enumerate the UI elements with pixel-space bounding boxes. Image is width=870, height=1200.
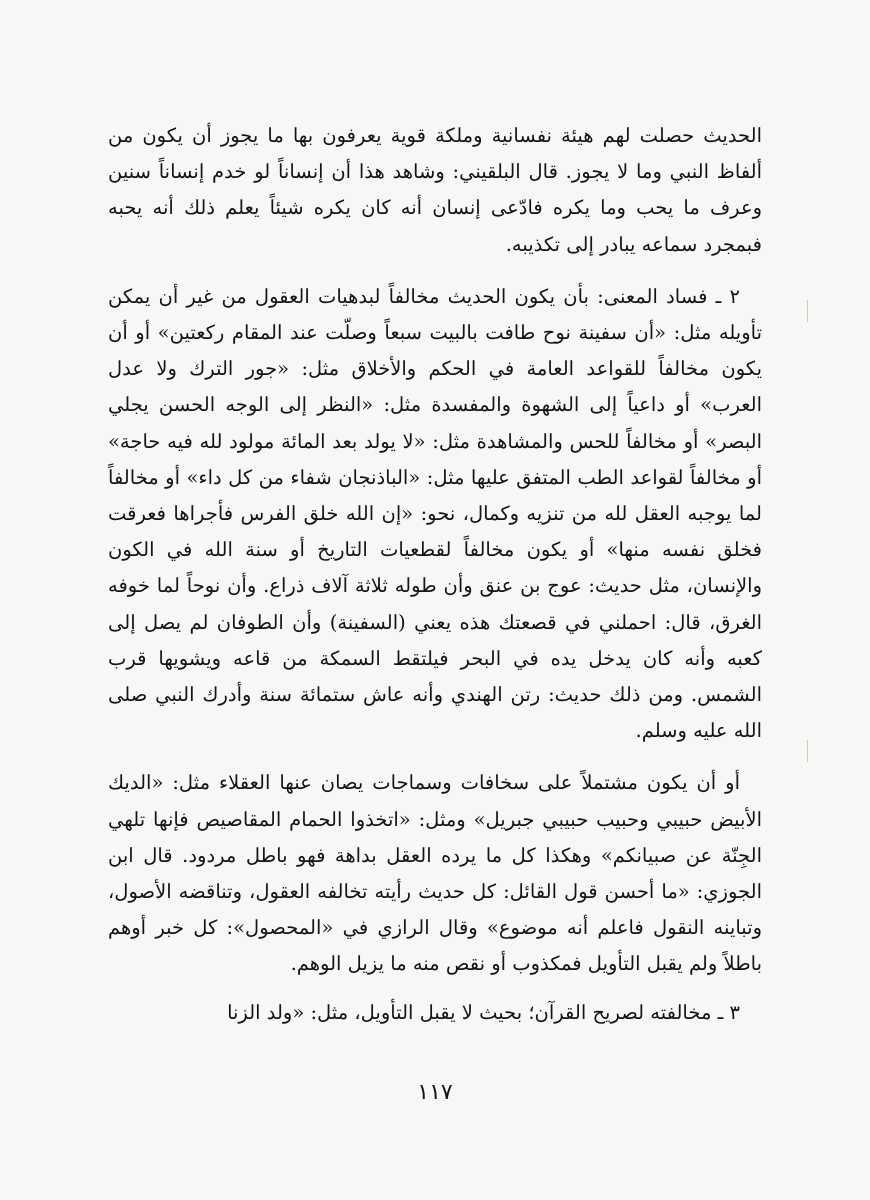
scan-edge-mark [807,300,808,322]
page-number: ١١٧ [417,1080,453,1105]
paragraph-2: ٢ ـ فساد المعنى: بأن يكون الحديث مخالفاً لبدهيات العقول من غير أن يمكن تأويله مثل: «أن سفينة نوح طافت بالبيت سبعاً وصلّت عند المقام ركعتين» أو أن يكون مخالفاً للقواعد العامة في الحكم والأخلاق مثل: «جور الترك ولا عدل العرب» أو داعياً إلى الشهوة والمفسدة مثل: «النظر إلى الوجه الحسن يجلي البصر» أو مخالفاً للحس والمشاهدة مثل: «لا يولد بعد المائة مولود لله فيه حاجة» أو مخالفاً لقواعد الطب المتفق عليها مثل: «الباذنجان شفاء من كل داء» أو مخالفاً لما يوجبه العقل لله من تنزيه وكمال، نحو: «إن الله خلق الفرس فأجراها فعرقت فخلق نفسه منها» أو يكون مخالفاً لقطعيات التاريخ أو سنة الله في الكون والإنسان، مثل حديث: عوج بن عنق وأن طوله ثلاثة آلاف ذراع. وأن نوحاً لما خوفه الغرق، قال: احملني في قصعتك هذه يعني (السفينة) وأن الطوفان لم يصل إلى كعبه وأنه كان يدخل يده في البحر فيلتقط السمكة من قاعه ويشويها قرب الشمس. ومن ذلك حديث: رتن الهندي وأنه عاش ستمائة سنة وأدرك النبي صلى الله عليه وسلم. [108,284,762,743]
scan-edge-mark [807,740,808,762]
paragraph-4: ٣ ـ مخالفته لصريح القرآن؛ بحيث لا يقبل التأويل، مثل: «ولد الزنا [227,1000,740,1024]
paragraph-3: أو أن يكون مشتملاً على سخافات وسماجات يصان عنها العقلاء مثل: «الديك الأبيض حبيبي وحبيب حبيبي جبريل» ومثل: «اتخذوا الحمام المقاصيص فإنها تلهي الجِنّة عن صبيانكم» وهكذا كل ما يرده العقل بداهة فهو باطل مردود. قال ابن الجوزي: «ما أحسن قول القائل: كل حديث رأيته تخالفه العقول، وتناقضه الأصول، وتباينه النقول فاعلم أنه موضوع» وقال الرازي في «المحصول»: كل خبر أوهم باطلاً ولم يقبل التأويل فمكذوب أو نقص منه ما يزيل الوهم. [108,771,762,976]
paragraph-1: الحديث حصلت لهم هيئة نفسانية وملكة قوية يعرفون بها ما يجوز أن يكون من ألفاظ النبي وما لا يجوز. قال البلقيني: وشاهد هذا أن إنساناً لو خدم إنساناً سنين وعرف ما يحب وما يكره فادّعى إنسان أنه كان يكره شيئاً يعلم ذلك أنه يحبه فبمجرد سماعه يبادر إلى تكذيبه. [108,124,762,256]
page-body [108,118,762,1118]
